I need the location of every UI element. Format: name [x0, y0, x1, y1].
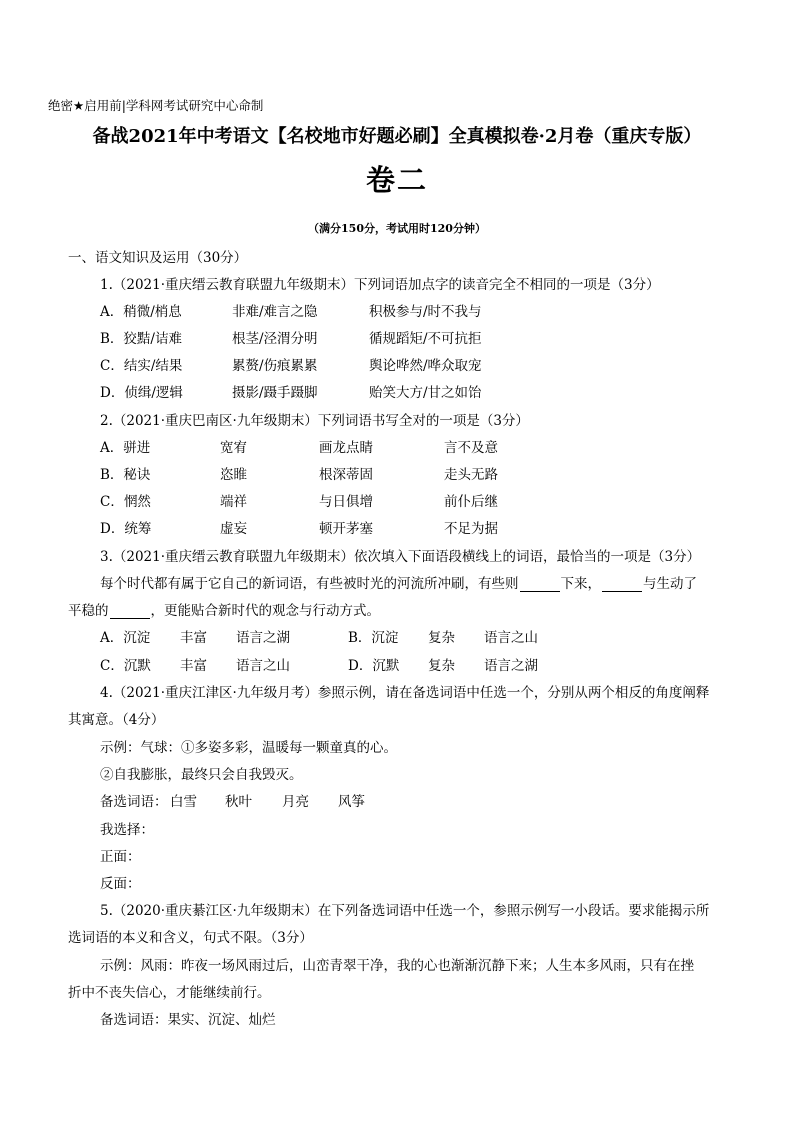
- q5-example-2: 折中不丧失信心，才能继续前行。: [68, 985, 271, 1001]
- option-item: 语言之湖: [236, 630, 290, 646]
- q5-candidates: 备选词语：果实、沉淀、灿烂: [100, 1012, 276, 1028]
- option-label: D．侦缉/逻辑: [100, 385, 183, 401]
- option-item: 摄影/蹑手蹑脚: [232, 385, 318, 401]
- q4-choose-prompt: 我选择：: [100, 822, 154, 838]
- passage-text: 平稳的: [68, 603, 109, 619]
- score-time-note: （满分150分，考试用时120分钟）: [308, 222, 486, 235]
- option-label: B．秘诀: [100, 467, 151, 483]
- option-item: 恣睢: [220, 467, 247, 483]
- fill-blank: [520, 590, 560, 592]
- exam-title: 备战2021年中考语文【名校地市好题必刷】全真模拟卷·2月卷（重庆专版）: [92, 126, 702, 147]
- option-item: 丰富: [180, 630, 207, 646]
- option-item: 端祥: [220, 494, 247, 510]
- fill-blank: [602, 590, 642, 592]
- passage-text: 每个时代都有属于它自己的新词语，有些被时光的河流所冲刷，有些则: [100, 576, 519, 592]
- option-item: 丰富: [180, 658, 207, 674]
- option-label: C．惘然: [100, 494, 151, 510]
- option-item: 根茎/泾渭分明: [232, 331, 318, 347]
- passage-text: 与生动了: [643, 576, 697, 592]
- q4-back-prompt: 反面：: [100, 876, 141, 892]
- option-label: D．沉默: [348, 658, 400, 674]
- option-item: 贻笑大方/甘之如饴: [369, 385, 482, 401]
- option-item: 前仆后继: [444, 494, 498, 510]
- q4-example-1: 示例：气球：①多姿多彩，温暖每一颗童真的心。: [100, 740, 397, 756]
- q4-front-prompt: 正面：: [100, 849, 141, 865]
- option-item: 复杂: [428, 630, 455, 646]
- q5-example-1: 示例：风雨：昨夜一场风雨过后，山峦青翠干净，我的心也渐渐沉静下来；人生本多风雨，只有在挫: [100, 958, 694, 974]
- option-label: C．沉默: [100, 658, 151, 674]
- candidate-word: 月亮: [282, 794, 309, 810]
- candidate-word: 秋叶: [225, 794, 252, 810]
- option-item: 走头无路: [444, 467, 498, 483]
- option-item: 积极参与/时不我与: [369, 304, 482, 320]
- passage-text: 下来，: [560, 576, 601, 592]
- option-item: 言不及意: [444, 440, 498, 456]
- option-item: 顿开茅塞: [319, 521, 373, 537]
- option-label: A．稍微/梢息: [100, 304, 182, 320]
- option-item: 语言之山: [484, 630, 538, 646]
- option-label: B．狡黠/诘难: [100, 331, 182, 347]
- option-item: 虚妄: [220, 521, 247, 537]
- q3-passage-line-2: [68, 599, 380, 619]
- option-item: 不足为据: [444, 521, 498, 537]
- passage-text: ，更能贴合新时代的观念与行动方式。: [150, 603, 380, 619]
- option-item: 循规蹈矩/不可抗拒: [369, 331, 482, 347]
- confidential-line: 绝密★启用前|学科网考试研究中心命制: [48, 98, 264, 113]
- candidate-word: 白雪: [170, 794, 197, 810]
- question-5-stem: 5.（2020·重庆綦江区·九年级期末）在下列备选词语中任选一个，参照示例写一小段话。要求能揭示所: [100, 903, 710, 919]
- option-item: 宽宥: [220, 440, 247, 456]
- candidate-word: 风筝: [338, 794, 365, 810]
- question-5-stem-cont: 选词语的本义和含义，句式不限。（3分）: [68, 930, 313, 946]
- option-item: 语言之山: [236, 658, 290, 674]
- option-item: 复杂: [428, 658, 455, 674]
- candidates-label: 备选词语：: [100, 794, 168, 810]
- section-heading: 一、语文知识及运用（30分）: [68, 250, 248, 266]
- option-item: 舆论哗然/哗众取宠: [369, 358, 482, 374]
- question-4-stem: 4.（2021·重庆江津区·九年级月考）参照示例，请在备选词语中任选一个，分别从两个相反的角度阐释: [100, 685, 710, 701]
- question-4-stem-cont: 其寓意。（4分）: [68, 712, 165, 728]
- q4-example-2: ②自我膨胀，最终只会自我毁灭。: [100, 767, 303, 783]
- option-item: 非难/难言之隐: [232, 304, 318, 320]
- question-2-stem: 2.（2021·重庆巴南区·九年级期末）下列词语书写全对的一项是（3分）: [100, 413, 529, 429]
- question-1-stem: 1.（2021·重庆缙云教育联盟九年级期末）下列词语加点字的读音完全不相同的一项是（3分）: [100, 277, 660, 293]
- option-item: 语言之湖: [484, 658, 538, 674]
- option-item: 画龙点睛: [319, 440, 373, 456]
- option-label: C．结实/结果: [100, 358, 183, 374]
- option-label: A．骈进: [100, 440, 151, 456]
- option-item: 根深蒂固: [319, 467, 373, 483]
- q3-passage-line-1: [100, 572, 697, 592]
- question-3-stem: 3.（2021·重庆缙云教育联盟九年级期末）依次填入下面语段横线上的词语，最恰当的一项是（3分）: [100, 549, 701, 565]
- option-label: A．沉淀: [100, 630, 151, 646]
- option-item: 与日俱增: [319, 494, 373, 510]
- paper-subtitle: 卷二: [365, 163, 428, 197]
- fill-blank: [110, 617, 150, 619]
- option-item: 累赘/伤痕累累: [232, 358, 318, 374]
- option-label: B．沉淀: [348, 630, 399, 646]
- option-label: D．统筹: [100, 521, 152, 537]
